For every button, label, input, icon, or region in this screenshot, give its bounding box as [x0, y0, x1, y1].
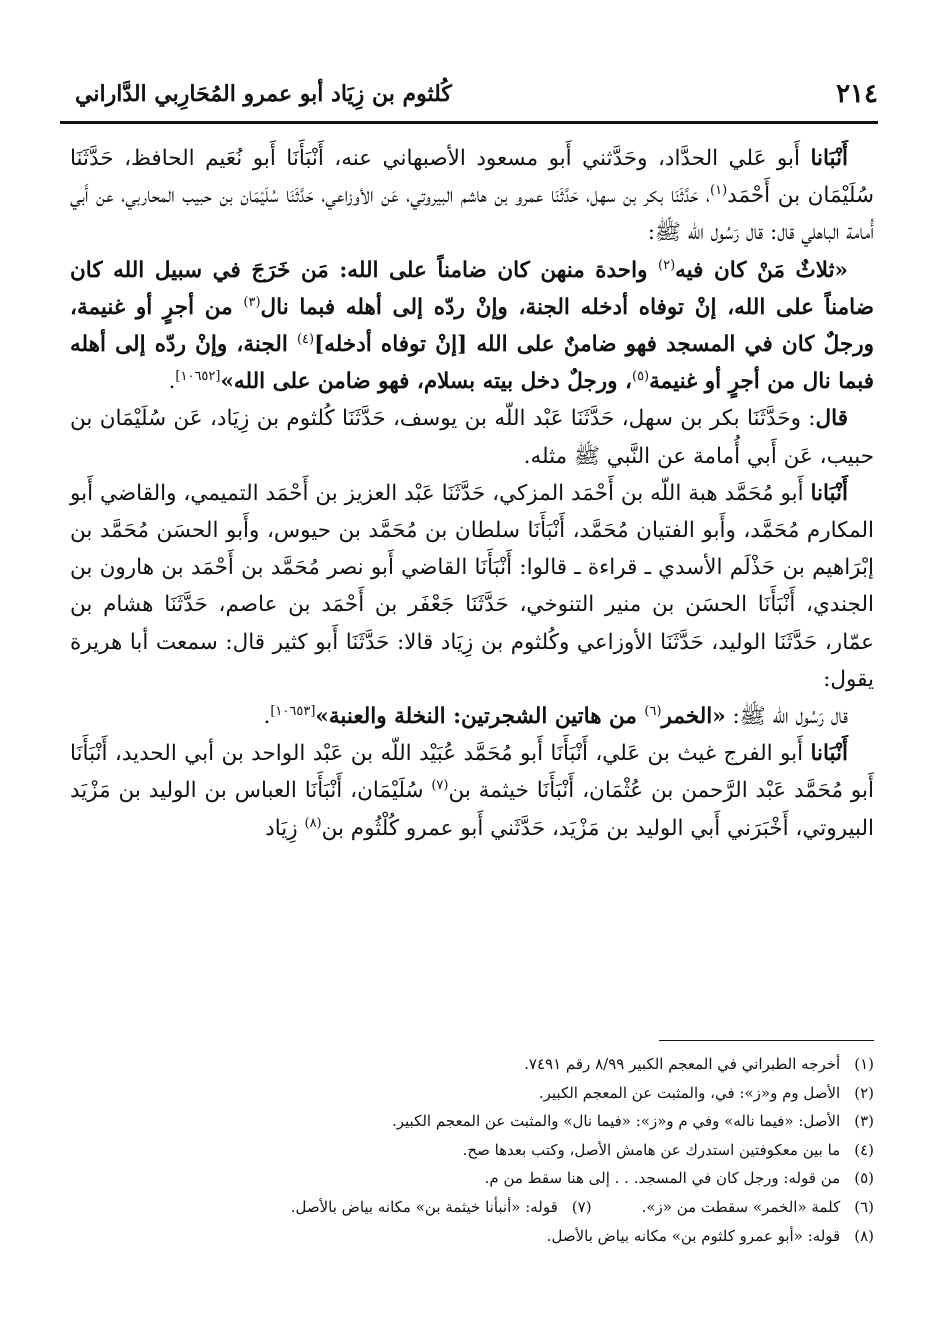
footnote-number: (٥)	[854, 1169, 874, 1188]
footnote	[70, 1107, 874, 1136]
footnote-marker: (٣)	[243, 294, 261, 310]
paragraph	[70, 698, 874, 735]
footnote	[70, 1164, 874, 1193]
text-run: سُلَيْمَان، أَنْبَأَنَا العباس بن الوليد بن مَزْيَد البيروتي، أَخْبَرَني أَبي الوليد بن مَزْيَد، حَدَّثَني أَبو عمرو كُلْثُوم بن	[70, 778, 874, 841]
footnote	[70, 1136, 874, 1165]
hadith-text: واحدة منهن كان ضامناً على الله: مَن خَرَجَ في سبيل الله كان ضامناً على الله، إنْ توفاه أدخله الجنة، وإنْ ردّه إلى أهله فبما نال	[70, 257, 874, 320]
page-number: ٢١٤	[836, 79, 878, 109]
running-head	[75, 72, 878, 116]
footnote	[70, 1222, 874, 1251]
hadith-text: «ثلاثٌ مَنْ كان فيه	[675, 257, 848, 283]
footnote-marker: (٢)	[658, 257, 676, 273]
hadith-number: [١٠٦٥٣]	[270, 703, 316, 719]
isnad-keyword: أَنْبَانا	[810, 480, 848, 506]
footnote-text: أخرجه الطبراني في المعجم الكبير ٨/٩٩ رقم ٧٤٩١.	[524, 1055, 841, 1073]
hadith-number: [١٠٦٥٢]	[175, 369, 221, 385]
text-run: .	[263, 704, 271, 730]
text-run: ، حَدَّثَنَا بكر بن سهل، حَدَّثَنَا عمرو بن هاشم البيروتي، عَن الأوزاعي، حَدَّثَنَا سُلَيْمَان بن حبيب المحاربي، عن أَبي أُمامة الباهلي قال: قال رَسُول الله ﷺ:	[70, 183, 874, 246]
footnote-text: ما بين معكوفتين استدرك عن هامش الأصل، وكتب بعدها صح.	[462, 1140, 841, 1159]
footnote-number: (٤)	[854, 1140, 874, 1159]
hadith-text: من هاتين الشجرتين: النخلة والعنبة»	[315, 704, 645, 730]
footnote-number: (٢)	[854, 1083, 874, 1102]
footnote-marker: (٤)	[296, 331, 315, 347]
footnote-number: (٦)	[854, 1197, 874, 1216]
hadith-text: الجنة، وإنْ ردّه إلى أهله فبما نال من أجرٍ أو غنيمة	[70, 332, 874, 395]
footnote-number: (٨)	[854, 1226, 874, 1245]
text-run: زِيَاد	[265, 815, 305, 841]
footnote-marker: (١)	[710, 183, 728, 199]
text-run: : وحَدَّثَنَا بكر بن سهل، حَدَّثَنَا عَبْد اللّه بن يوسف، حَدَّثَنَا كُلثوم بن زِيَاد، عَن سُلَيْمَان بن حبيب، عَن أَبي أُمامة عن النَّبي ﷺ مثله.	[70, 406, 874, 469]
footnote-gap	[592, 1193, 642, 1222]
footnote-text: قوله: «أنبأنا خيثمة بن» مكانه بياض بالأصل.	[290, 1197, 558, 1216]
text-run: قال رَسُول الله ﷺ:	[725, 704, 848, 730]
footnote-separator	[659, 1040, 874, 1041]
footnote-number: (٧)	[571, 1197, 592, 1216]
hadith-text: «الخمر	[661, 704, 726, 730]
footnote-number: (١)	[854, 1055, 874, 1073]
paragraph	[70, 400, 874, 474]
isnad-keyword: أَنْبَانا	[810, 741, 848, 767]
footnote-text: الأصل وم و«ز»: في، والمثبت عن المعجم الكبير.	[538, 1083, 841, 1102]
footnote-number: (٣)	[854, 1112, 874, 1131]
hadith-text: ، ورجلٌ دخل بيته بسلام، فهو ضامن على الله»	[220, 369, 632, 395]
footnote-text: الأصل: «فيما ناله» وفي م و«ز»: «فيما نال» والمثبت عن المعجم الكبير.	[391, 1112, 841, 1131]
main-text	[70, 140, 874, 847]
footnote	[70, 1050, 874, 1079]
footnote-text: من قوله: ورجل كان في المسجد. . . إلى هنا سقط من م.	[484, 1169, 841, 1188]
text-run: أَبو عَلي الحدَّاد، وحَدَّثني أَبو مسعود الأصبهاني عنه، أَنْبَأَنَا أَبو نُعَيم الحافظ، حَدَّثَنَا سُلَيْمَان بن أَحْمَد	[70, 146, 875, 209]
paragraph	[70, 252, 874, 401]
footnote-marker: (٦)	[644, 703, 662, 719]
paragraph	[70, 475, 874, 698]
header-rule	[60, 121, 878, 124]
footnote-marker: (٥)	[631, 369, 650, 385]
isnad-keyword: قال	[815, 406, 848, 432]
footnote	[70, 1193, 874, 1222]
footnote-marker: (٨)	[304, 815, 322, 831]
footnotes	[70, 1050, 874, 1250]
running-title: كُلثوم بن زِيَاد أبو عمرو المُحَارِبي الدَّاراني	[75, 81, 452, 107]
paragraph	[70, 140, 874, 252]
paragraph	[70, 735, 874, 847]
isnad-keyword: أَنْبَانا	[810, 146, 848, 171]
text-run: أَبو مُحَمَّد هبة اللّه بن أَحْمَد المزكي، حَدَّثَنَا عَبْد العزيز بن أَحْمَد التميمي، والقاضي أَبو المكارم مُحَمَّد، وأَبو الفتيان مُحَمَّد، أَنْبَأَنَا سلطان بن مُحَمَّد بن حيوس، وأَبو الحسَن مُحَمَّد بن إبْرَاهيم بن حَذْلَم الأسدي ـ قراءة ـ قالوا: أَنْبَأَنَا القاضي أَبو نصر مُحَمَّد بن أَحْمَد بن هارون بن الجندي، أَنْبَأَنَا الحسَن بن منير التنوخي، حَدَّثَنَا جَعْفَر بن أَحْمَد بن عاصم، حَدَّثَنَا هشام بن عمّار، حَدَّثَنَا الوليد، حَدَّثَنَا الأوزاعي وكُلثوم بن زِيَاد قالا: حَدَّثَنَا أَبو كثير قال: سمعت أبا هريرة يقول:	[70, 480, 875, 692]
text-run: أَبو الفرج غيث بن عَلي، أَنْبَأَنَا أَبو مُحَمَّد عُبَيْد اللّه بن عَبْد الواحد بن أبي الحديد، أَنْبَأَنَا أَبو مُحَمَّد عَبْد الرَّحمن بن عُثْمَان، أَنْبَأَنَا خيثمة بن	[70, 741, 874, 804]
footnote	[70, 1079, 874, 1108]
footnote-text: كلمة «الخمر» سقطت من «ز».	[641, 1197, 841, 1216]
footnote-marker: (٧)	[431, 778, 449, 794]
footnote-text: قوله: «أبو عمرو كلثوم بن» مكانه بياض بالأصل.	[546, 1226, 841, 1245]
text-run: .	[168, 369, 176, 395]
hadith-text: من أجرٍ أو غنيمة، ورجلٌ كان في المسجد فهو ضامنٌ على الله [إنْ توفاه أدخله]	[70, 294, 874, 358]
